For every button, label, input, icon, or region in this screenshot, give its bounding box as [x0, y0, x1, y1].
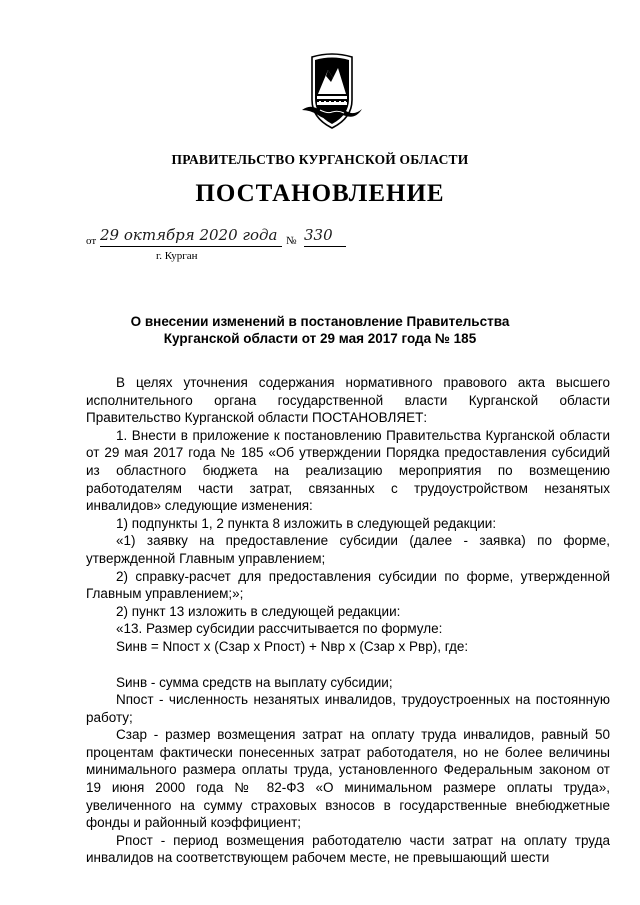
number-label: № [286, 235, 297, 247]
document-type-title: ПОСТАНОВЛЕНИЕ [195, 180, 445, 207]
paragraph-quote-2: 2) справку-расчет для предоставления субсидии по форме, утвержденной Главным управлением;»; [86, 568, 610, 602]
handwritten-number: 330 [304, 226, 346, 247]
formula: Sинв = Nпост х (Сзар х Рпост) + Nвр х (Сзар х Рвр), где: [116, 638, 469, 654]
paragraph-item-13: «13. Размер субсидии рассчитывается по формуле: [116, 621, 443, 637]
government-name: ПРАВИТЕЛЬСТВО КУРГАНСКОЙ ОБЛАСТИ [171, 152, 469, 167]
paragraph-item-1: 1. Внести в приложение к постановлению Правительства Курганской области от 29 мая 2017 года № 185 «Об утверждении Порядка предоставления субсидий из областного бюджета на реализацию мероприятия по возмещению работодателям части затрат, связанных с трудоустройством незанятых инвалидов» следующие изменения: [86, 427, 610, 514]
document-subject [0, 313, 640, 347]
definition-sinv: Sинв - сумма средств на выплату субсидии; [116, 674, 393, 690]
city-label: г. Курган [156, 250, 198, 262]
paragraph-subitem-2: 2) пункт 13 изложить в следующей редакции: [116, 603, 401, 619]
definition-rpost: Рпост - период возмещения работодателю части затрат на оплату труда инвалидов на соответствующем рабочем месте, не превышающий шести [86, 832, 610, 866]
handwritten-date: 29 октября 2020 года [100, 226, 282, 247]
document-body [86, 374, 610, 867]
paragraph-subitem-1: 1) подпункты 1, 2 пункта 8 изложить в следующей редакции: [116, 515, 497, 531]
subject-line-2: Курганской области от 29 мая 2017 года № 185 [163, 331, 477, 346]
paragraph-preamble: В целях уточнения содержания нормативного правового акта высшего исполнительного органа государственной власти Курганской области Правительство Курганской области ПОСТАНОВЛЯЕТ: [86, 375, 610, 426]
subject-line-1: О внесении изменений в постановление Правительства [130, 314, 510, 329]
from-label: от [86, 235, 97, 247]
paragraph-quote-1: «1) заявку на предоставление субсидии (далее - заявка) по форме, утвержденной Главным управлением; [86, 533, 610, 566]
kurgan-coat-of-arms [298, 52, 366, 132]
definition-npost: Nпост - численность незанятых инвалидов, трудоустроенных на постоянную работу; [86, 692, 610, 725]
definition-szar: Сзар - размер возмещения затрат на оплату труда инвалидов, равный 50 процентам фактически понесенных затрат работодателя, но не более величины минимального размера оплаты труда, установленного Федеральным законом от 19 июня 2000 года № 82-ФЗ «О минимальном размере оплаты труда», увеличенного на сумму страховых взносов в государственные внебюджетные фонды и районный коэффициент; [86, 727, 610, 831]
